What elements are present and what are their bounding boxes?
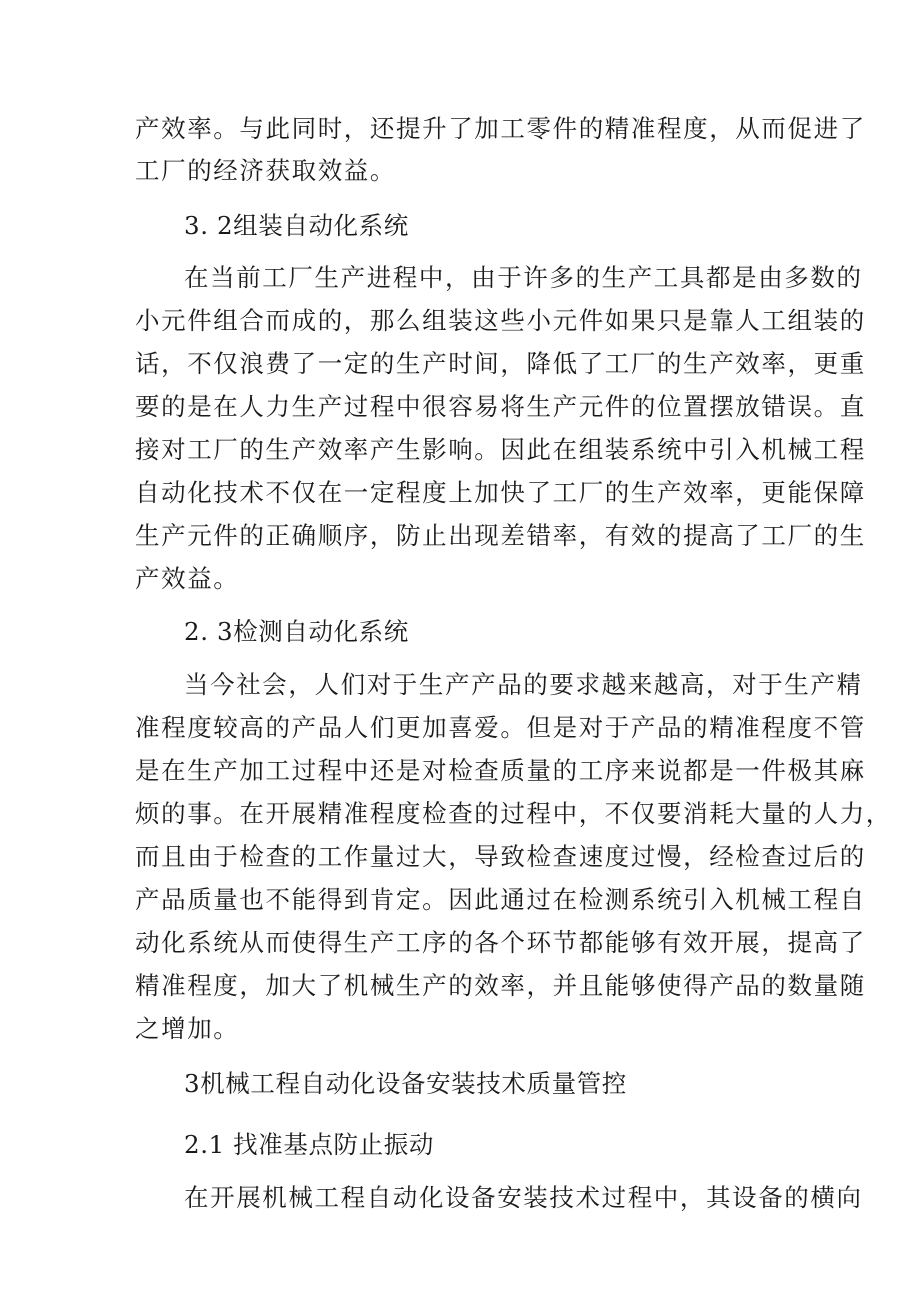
paragraph-line: 产品质量也不能得到肯定。因此通过在检测系统引入机械工程自: [135, 885, 866, 914]
paragraph-line: 当今社会，人们对于生产产品的要求越来越高，对于生产精: [184, 670, 863, 699]
paragraph-line: 是在生产加工过程中还是对检查质量的工序来说都是一件极其麻: [135, 756, 866, 785]
paragraph-line: 要的是在人力生产过程中很容易将生产元件的位置摆放错误。直: [135, 392, 866, 421]
paragraph-line: 话，不仅浪费了一定的生产时间，降低了工厂的生产效率，更重: [135, 349, 866, 378]
paragraph-line: 而且由于检查的工作量过大，导致检查速度过慢，经检查过后的: [135, 842, 866, 871]
paragraph-line: 在当前工厂生产进程中，由于许多的生产工具都是由多数的: [184, 263, 863, 292]
paragraph-line: 生产元件的正确顺序，防止出现差错率，有效的提高了工厂的生: [135, 521, 866, 550]
paragraph-line: 在开展机械工程自动化设备安装技术过程中，其设备的横向: [184, 1183, 863, 1212]
paragraph-line: 之增加。: [135, 1014, 240, 1043]
paragraph-line: 动化系统从而使得生产工序的各个环节都能够有效开展，提高了: [135, 928, 866, 957]
paragraph-line: 产效益。: [135, 564, 240, 593]
section-heading: 2. 3检测自动化系统: [184, 617, 409, 646]
paragraph-line: 自动化技术不仅在一定程度上加快了工厂的生产效率，更能保障: [135, 478, 866, 507]
paragraph-line: 产效率。与此同时，还提升了加工零件的精准程度，从而促进了: [135, 114, 866, 143]
section-heading: 3机械工程自动化设备安装技术质量管控: [184, 1069, 627, 1098]
paragraph-line: 小元件组合而成的，那么组装这些小元件如果只是靠人工组装的: [135, 306, 866, 335]
paragraph-line: 接对工厂的生产效率产生影响。因此在组装系统中引入机械工程: [135, 435, 866, 464]
paragraph-line: 烦的事。在开展精准程度检查的过程中，不仅要消耗大量的人力，: [135, 799, 892, 828]
section-heading: 3. 2组装自动化系统: [184, 211, 409, 240]
paragraph-line: 工厂的经济获取效益。: [135, 156, 396, 185]
section-heading: 2.1 找准基点防止振动: [184, 1130, 434, 1159]
paragraph-line: 准程度较高的产品人们更加喜爱。但是对于产品的精准程度不管: [135, 713, 866, 742]
paragraph-line: 精准程度，加大了机械生产的效率，并且能够使得产品的数量随: [135, 971, 866, 1000]
